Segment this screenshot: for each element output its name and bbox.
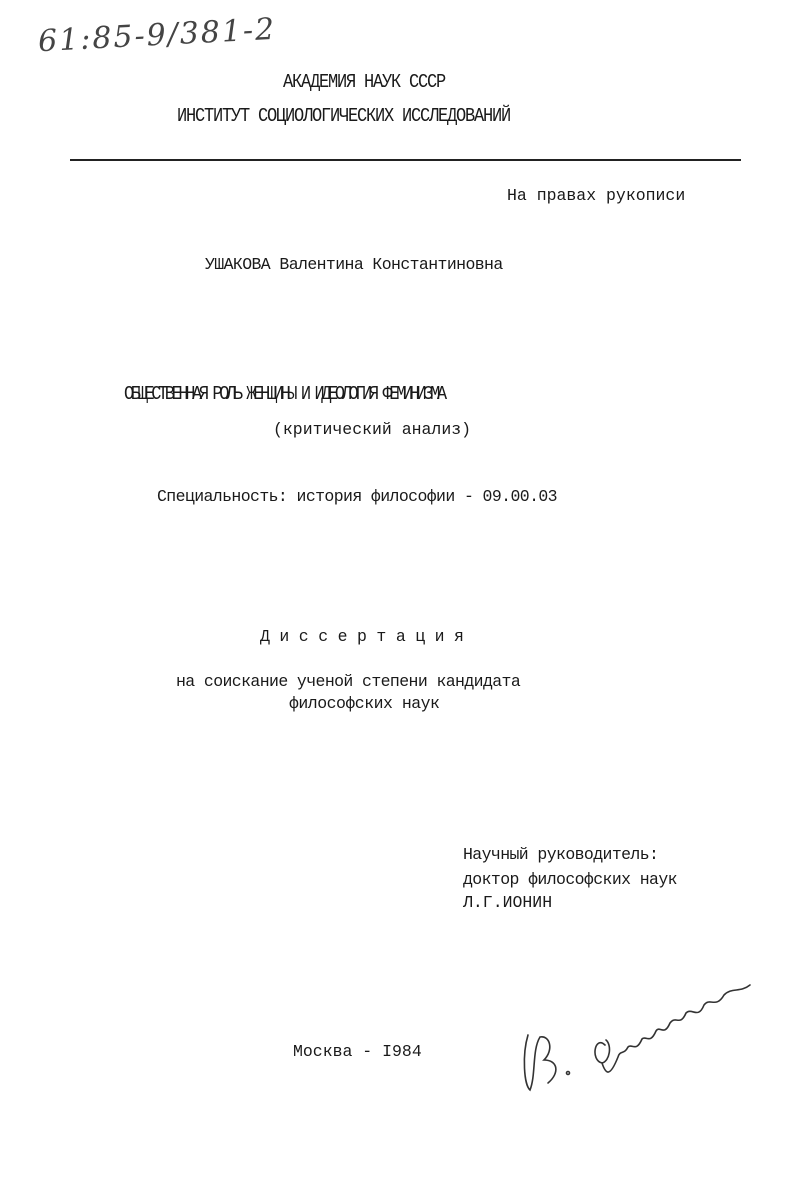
work-type: Д и с с е р т а ц и я bbox=[260, 627, 464, 646]
archive-mark: 61:85-9/381-2 bbox=[37, 11, 278, 60]
place-year: Москва - I984 bbox=[293, 1042, 422, 1061]
supervisor-degree: доктор философских наук bbox=[463, 870, 677, 889]
specialty: Специальность: история философии - 09.00.03 bbox=[157, 487, 557, 506]
degree-line-2: философских наук bbox=[289, 694, 440, 713]
supervisor-label: Научный руководитель: bbox=[463, 845, 659, 864]
dissertation-subtitle: (критический анализ) bbox=[273, 420, 472, 439]
author-name: УШАКОВА Валентина Константиновна bbox=[205, 255, 503, 274]
degree-line-1: на соискание ученой степени кандидата bbox=[176, 672, 521, 691]
author-signature bbox=[510, 965, 770, 1105]
institute-heading: ИНСТИТУТ СОЦИОЛОГИЧЕСКИХ ИССЛЕДОВАНИЙ bbox=[177, 105, 511, 128]
dissertation-title: ОБЩЕСТВЕННАЯ РОЛЬ ЖЕНЩИНЫ И ИДЕОЛОГИЯ ФЕМИНИЗМА bbox=[124, 383, 444, 406]
supervisor-name: Л.Г.ИОНИН bbox=[463, 893, 553, 912]
manuscript-note: На правах рукописи bbox=[507, 186, 686, 205]
header-divider bbox=[70, 159, 741, 161]
academy-heading: АКАДЕМИЯ НАУК СССР bbox=[283, 71, 446, 94]
